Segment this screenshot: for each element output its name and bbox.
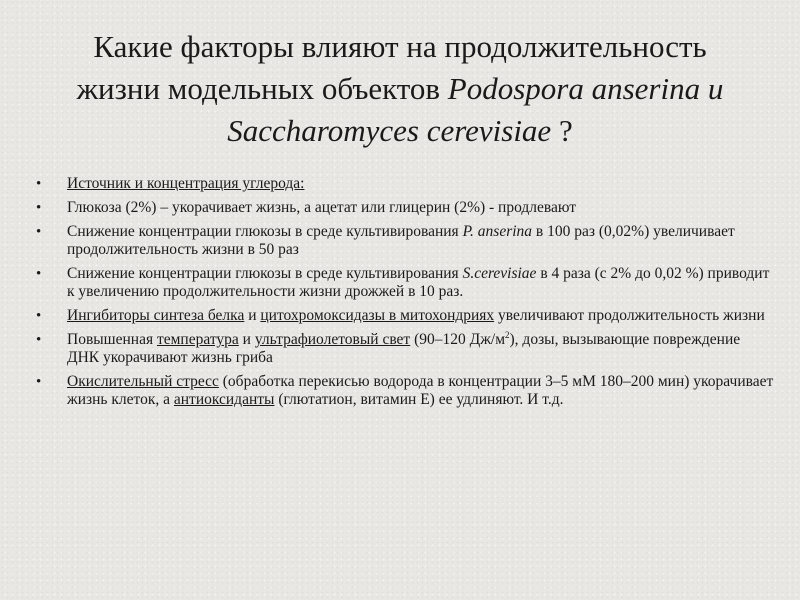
superscript: 2	[505, 329, 510, 340]
bullet-text: (обработка перекисью водорода в концентрации 3–5 мМ 180–200 мин) укорачивает жизнь клеток, а	[67, 373, 774, 408]
bullet-list	[36, 175, 776, 415]
bullet-text: Повышенная	[67, 331, 157, 348]
heading-carbon-source: Источник и концентрация углерода:	[67, 175, 305, 192]
bullet-text: Глюкоза (2%) – укорачивает жизнь, а ацетат или глицерин (2%) - продлевают	[67, 199, 577, 216]
bullet-item-carbon-source	[36, 175, 776, 193]
species-name: P. anserina	[462, 223, 533, 240]
title-species-saccharomyces: Saccharomyces cerevisiae	[227, 113, 552, 148]
bullet-item-inhibitors	[36, 307, 776, 325]
bullet-dot: •	[36, 308, 42, 324]
bullet-item-glucose-podospora	[36, 223, 776, 259]
bullet-text: в 4 раза (с 2% до 0,02 %) приводит к увеличению продолжительности жизни дрожжей в 10 раз.	[67, 265, 770, 300]
bullet-dot: •	[36, 374, 42, 390]
term-oxidative-stress: Окислительный стресс	[67, 373, 219, 390]
bullet-text: увеличивают продолжительность жизни	[494, 307, 765, 324]
bullet-text: (90–120 Дж/м	[410, 331, 506, 348]
bullet-text: ), дозы, вызывающие повреждение ДНК укорачивают жизнь гриба	[67, 331, 741, 366]
title-line-2-text: жизни модельных объектов	[76, 71, 448, 106]
term-temperature: температура	[156, 331, 239, 348]
term-protein-synthesis-inhibitors: Ингибиторы синтеза белка	[67, 307, 245, 324]
bullet-dot: •	[36, 176, 42, 192]
title-question-mark: ?	[551, 113, 573, 148]
bullet-text: Снижение концентрации глюкозы в среде культивирования	[67, 223, 463, 240]
title-species-podospora: Podospora anserina и	[447, 71, 724, 106]
bullet-text: и	[238, 331, 255, 348]
bullet-text: Снижение концентрации глюкозы в среде культивирования	[67, 265, 463, 282]
term-cytochrome-oxidase: цитохромоксидазы в митохондриях	[260, 307, 495, 324]
term-antioxidants: антиоксиданты	[173, 391, 275, 408]
bullet-item-glucose-yeast	[36, 265, 776, 301]
bullet-item-oxidative-stress	[36, 373, 776, 409]
bullet-item-glucose	[36, 199, 776, 217]
bullet-dot: •	[36, 224, 42, 240]
bullet-dot: •	[36, 200, 42, 216]
term-uv-light: ультрафиолетовый свет	[254, 331, 411, 348]
species-name: S.cerevisiae	[462, 265, 537, 282]
title-line-1: Какие факторы влияют на продолжительность	[93, 29, 707, 64]
bullet-dot: •	[36, 332, 42, 348]
bullet-text: (глютатион, витамин Е) ее удлиняют. И т.д.	[274, 391, 564, 408]
slide-title	[30, 26, 770, 152]
bullet-text: и	[244, 307, 261, 324]
bullet-dot: •	[36, 266, 42, 282]
bullet-item-temperature-uv	[36, 331, 776, 367]
bullet-text: в 100 раз (0,02%) увеличивает продолжительность жизни в 50 раз	[67, 223, 735, 258]
